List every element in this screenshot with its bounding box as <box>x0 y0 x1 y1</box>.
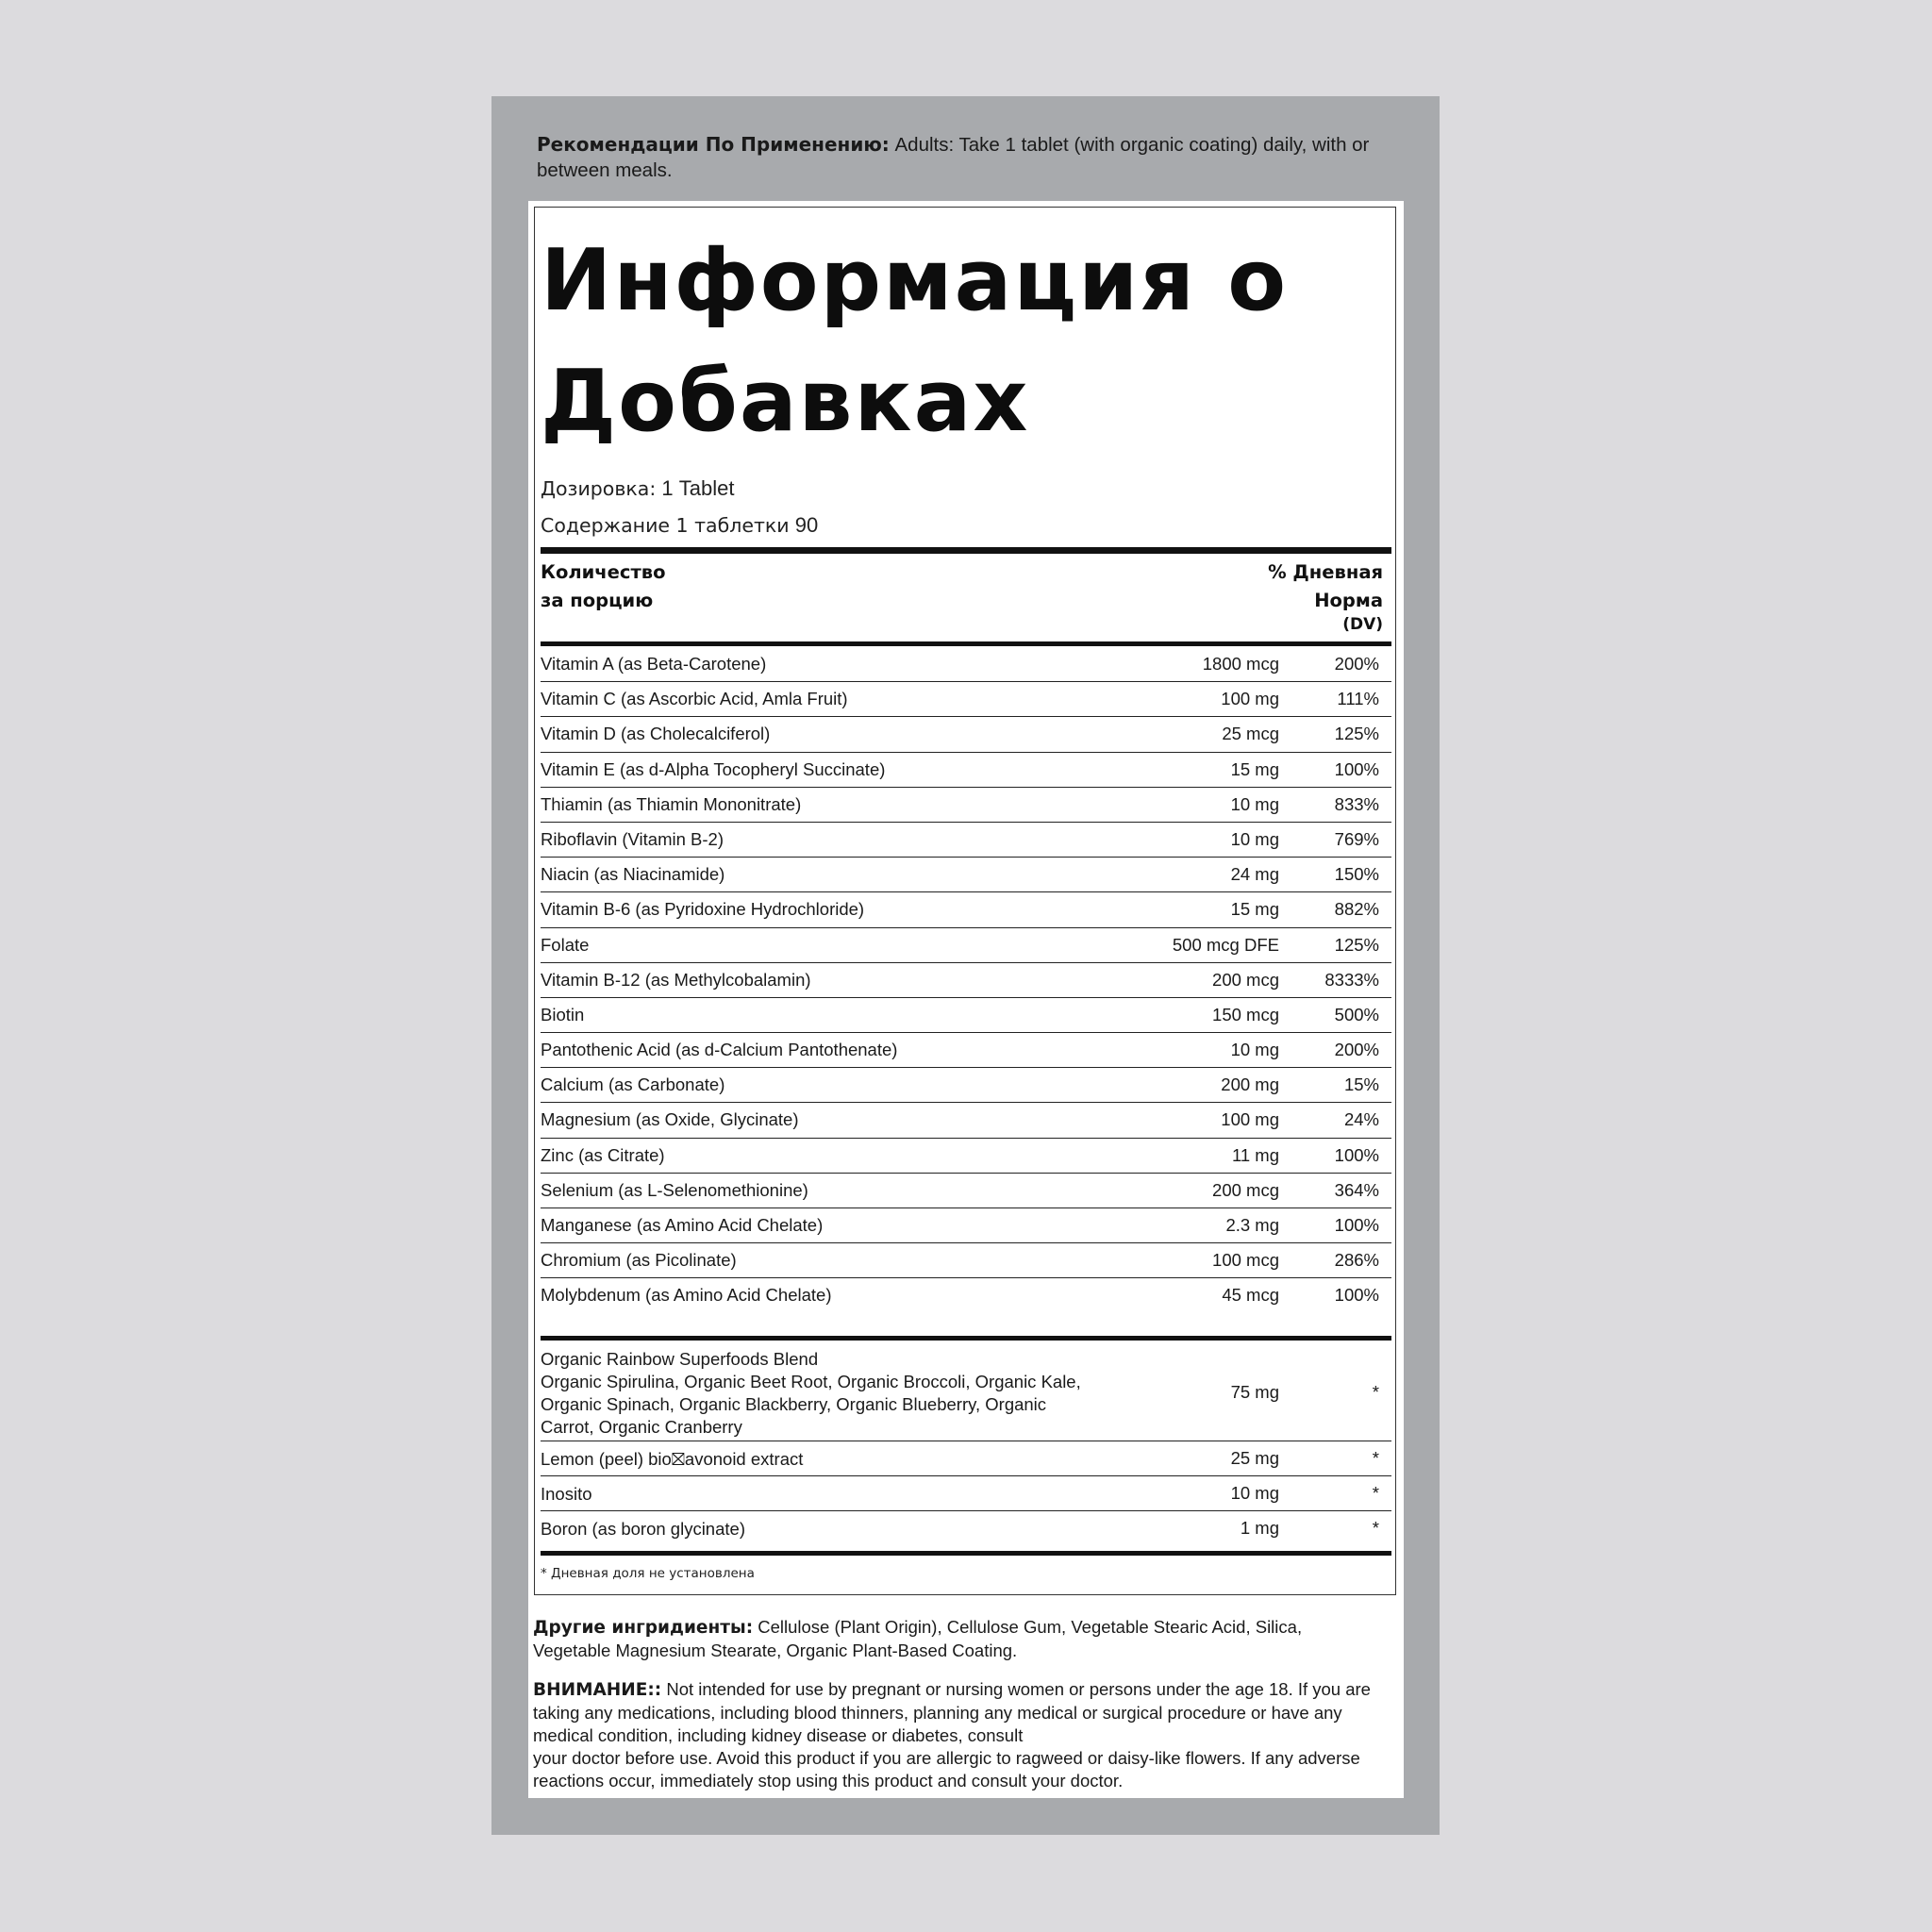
nutrient-row <box>541 1243 1391 1278</box>
nutrient-name: Niacin (as Niacinamide) <box>541 864 725 885</box>
nutrient-amount: 45 mcg <box>1222 1285 1279 1306</box>
other-ingredients <box>533 1616 1382 1662</box>
label-card <box>528 201 1404 1798</box>
nutrient-amount: 10 mg <box>1230 828 1279 849</box>
nutrient-row <box>541 963 1391 998</box>
nutrient-amount: 200 mcg <box>1212 969 1279 990</box>
blend-amount: 25 mg <box>1230 1448 1279 1468</box>
warnings-label: ВНИМАНИЕ:: <box>533 1680 662 1700</box>
nutrient-name: Vitamin D (as Cholecalciferol) <box>541 724 771 744</box>
blend-row <box>541 1511 1391 1545</box>
nutrient-dv: 15% <box>1343 1074 1379 1095</box>
divider-header <box>541 641 1391 646</box>
nutrient-name: Manganese (as Amino Acid Chelate) <box>541 1215 824 1235</box>
nutrient-dv: 24% <box>1343 1109 1379 1130</box>
nutrient-name: Vitamin B-12 (as Methylcobalamin) <box>541 969 811 990</box>
nutrient-name: Calcium (as Carbonate) <box>541 1074 725 1095</box>
blend-amount: 1 mg <box>1240 1518 1279 1539</box>
nutrient-dv: 100% <box>1334 1215 1379 1235</box>
nutrient-amount: 500 mcg DFE <box>1172 934 1279 955</box>
blend-amount: 75 mg <box>1230 1382 1279 1402</box>
nutrient-name: Thiamin (as Thiamin Mononitrate) <box>541 793 802 814</box>
nutrient-dv: 200% <box>1334 654 1379 674</box>
blend-dv: * <box>1372 1483 1379 1504</box>
blend-table <box>541 1342 1391 1546</box>
nutrient-amount: 10 mg <box>1230 793 1279 814</box>
supplement-facts-title: Информация о Добавках <box>541 231 1289 451</box>
blend-name-block <box>541 1348 1097 1439</box>
nutrient-amount: 100 mcg <box>1212 1250 1279 1271</box>
nutrient-row <box>541 892 1391 927</box>
label-panel <box>491 96 1440 1835</box>
blend-name: Lemon (peel) bio⛝avonoid extract <box>541 1449 804 1469</box>
nutrient-name: Selenium (as L-Selenomethionine) <box>541 1179 808 1200</box>
nutrient-name: Molybdenum (as Amino Acid Chelate) <box>541 1285 832 1306</box>
nutrient-row <box>541 1068 1391 1103</box>
nutrient-amount: 25 mcg <box>1222 724 1279 744</box>
directions-body: Adults: Take 1 tablet (with organic coating) daily, with or between meals. <box>537 134 1370 181</box>
divider-thick <box>541 547 1391 554</box>
other-ingredients-label: Другие ингридиенты: <box>533 1618 754 1638</box>
serving-size-value: 1 Tablet <box>656 476 735 500</box>
servings-value: 90 <box>789 513 819 537</box>
nutrient-dv: 882% <box>1334 899 1379 920</box>
servings-label: Содержание 1 таблетки <box>541 514 790 537</box>
dv-header-line3: (DV) <box>1342 615 1383 634</box>
nutrient-amount: 10 mg <box>1230 1040 1279 1060</box>
nutrient-row <box>541 1103 1391 1138</box>
blend-amount: 10 mg <box>1230 1483 1279 1504</box>
nutrient-dv: 500% <box>1334 1004 1379 1024</box>
nutrient-row <box>541 1033 1391 1068</box>
nutrient-dv: 8333% <box>1324 969 1379 990</box>
amount-header-line1: Количество <box>541 561 666 583</box>
nutrient-name: Riboflavin (Vitamin B-2) <box>541 828 724 849</box>
nutrient-name: Biotin <box>541 1004 585 1024</box>
nutrient-row <box>541 1208 1391 1243</box>
nutrient-amount: 1800 mcg <box>1202 654 1279 674</box>
nutrient-amount: 150 mcg <box>1212 1004 1279 1024</box>
nutrient-amount: 15 mg <box>1230 899 1279 920</box>
nutrient-row <box>541 998 1391 1033</box>
blend-name: Boron (as boron glycinate) <box>541 1519 745 1540</box>
directions-label: Рекомендации По Применению: <box>537 133 890 156</box>
nutrient-row <box>541 647 1391 682</box>
blend-dv: * <box>1372 1448 1379 1468</box>
nutrient-name: Vitamin E (as d-Alpha Tocopheryl Succinate) <box>541 758 886 779</box>
blend-row <box>541 1441 1391 1476</box>
nutrient-name: Vitamin A (as Beta-Carotene) <box>541 654 767 674</box>
nutrient-row <box>541 858 1391 892</box>
nutrient-dv: 150% <box>1334 864 1379 885</box>
blend-name: Inosito <box>541 1484 592 1505</box>
directions-text <box>537 132 1386 183</box>
amount-per-serving-header <box>541 558 666 615</box>
blend-dv: * <box>1372 1518 1379 1539</box>
nutrient-row <box>541 823 1391 858</box>
nutrient-dv: 111% <box>1337 689 1379 709</box>
blend-dv: * <box>1372 1382 1379 1402</box>
nutrient-dv: 364% <box>1334 1179 1379 1200</box>
nutrient-dv: 100% <box>1334 1285 1379 1306</box>
nutrient-name: Chromium (as Picolinate) <box>541 1250 737 1271</box>
nutrient-amount: 200 mg <box>1221 1074 1279 1095</box>
nutrient-name: Magnesium (as Oxide, Glycinate) <box>541 1109 799 1130</box>
nutrient-name: Vitamin C (as Ascorbic Acid, Amla Fruit) <box>541 689 848 709</box>
blend-detail: Organic Spirulina, Organic Beet Root, Organic Broccoli, Organic Kale, Organic Spinach, Organic Blackberry, Organic Blueberry, Organic Carrot, Organic Cranberry <box>541 1372 1081 1437</box>
nutrient-name: Folate <box>541 934 590 955</box>
serving-size <box>541 476 734 501</box>
nutrient-amount: 24 mg <box>1230 864 1279 885</box>
serving-size-label: Дозировка: <box>541 477 657 500</box>
nutrient-dv: 125% <box>1334 934 1379 955</box>
warnings-text-1: Not intended for use by pregnant or nursing women or persons under the age 18. If you are taking any medications, including blood thinners, planning any medical or surgical procedure or have any medical condition, including kidney disease or diabetes, consult <box>533 1679 1371 1745</box>
nutrient-row <box>541 682 1391 717</box>
nutrient-row <box>541 1278 1391 1312</box>
warnings-text-2: your doctor before use. Avoid this product if you are allergic to ragweed or daisy-like flowers. If any adverse reactions occur, immediately stop using this product and consult your doctor. <box>533 1748 1360 1790</box>
nutrient-amount: 11 mg <box>1231 1144 1279 1165</box>
nutrient-dv: 286% <box>1334 1250 1379 1271</box>
daily-value-header <box>1268 558 1383 634</box>
nutrient-table <box>541 647 1391 1313</box>
nutrient-dv: 833% <box>1334 793 1379 814</box>
blend-row <box>541 1342 1391 1441</box>
dv-header-line2: Норма <box>1314 590 1383 611</box>
nutrient-dv: 769% <box>1334 828 1379 849</box>
nutrient-row <box>541 1174 1391 1208</box>
nutrient-dv: 125% <box>1334 724 1379 744</box>
nutrient-dv: 100% <box>1334 758 1379 779</box>
nutrient-amount: 100 mg <box>1221 1109 1279 1130</box>
other-ingredients-text: Cellulose (Plant Origin), Cellulose Gum, Vegetable Stearic Acid, Silica, Vegetable Magnesium Stearate, Organic Plant-Based Coating. <box>533 1617 1303 1660</box>
divider-footer <box>541 1551 1391 1556</box>
nutrient-row <box>541 1139 1391 1174</box>
daily-value-footnote: * Дневная доля не установлена <box>541 1566 755 1581</box>
nutrient-row <box>541 753 1391 788</box>
amount-header-line2: за порцию <box>541 590 654 611</box>
nutrient-row <box>541 717 1391 752</box>
nutrient-amount: 15 mg <box>1230 758 1279 779</box>
nutrient-name: Zinc (as Citrate) <box>541 1144 665 1165</box>
nutrient-row <box>541 928 1391 963</box>
nutrient-dv: 100% <box>1334 1144 1379 1165</box>
warnings <box>533 1678 1391 1792</box>
supplement-facts-box <box>534 207 1396 1595</box>
nutrient-name: Pantothenic Acid (as d-Calcium Pantothenate) <box>541 1040 898 1060</box>
nutrient-dv: 200% <box>1334 1040 1379 1060</box>
blend-name: Organic Rainbow Superfoods Blend <box>541 1349 819 1369</box>
servings-per-container <box>541 513 818 538</box>
nutrient-amount: 100 mg <box>1221 689 1279 709</box>
nutrient-name: Vitamin B-6 (as Pyridoxine Hydrochloride) <box>541 899 865 920</box>
blend-row <box>541 1476 1391 1511</box>
dv-header-line1: % Дневная <box>1268 561 1383 583</box>
nutrient-row <box>541 788 1391 823</box>
nutrient-amount: 200 mcg <box>1212 1179 1279 1200</box>
nutrient-amount: 2.3 mg <box>1225 1215 1279 1235</box>
divider-blends <box>541 1336 1391 1341</box>
